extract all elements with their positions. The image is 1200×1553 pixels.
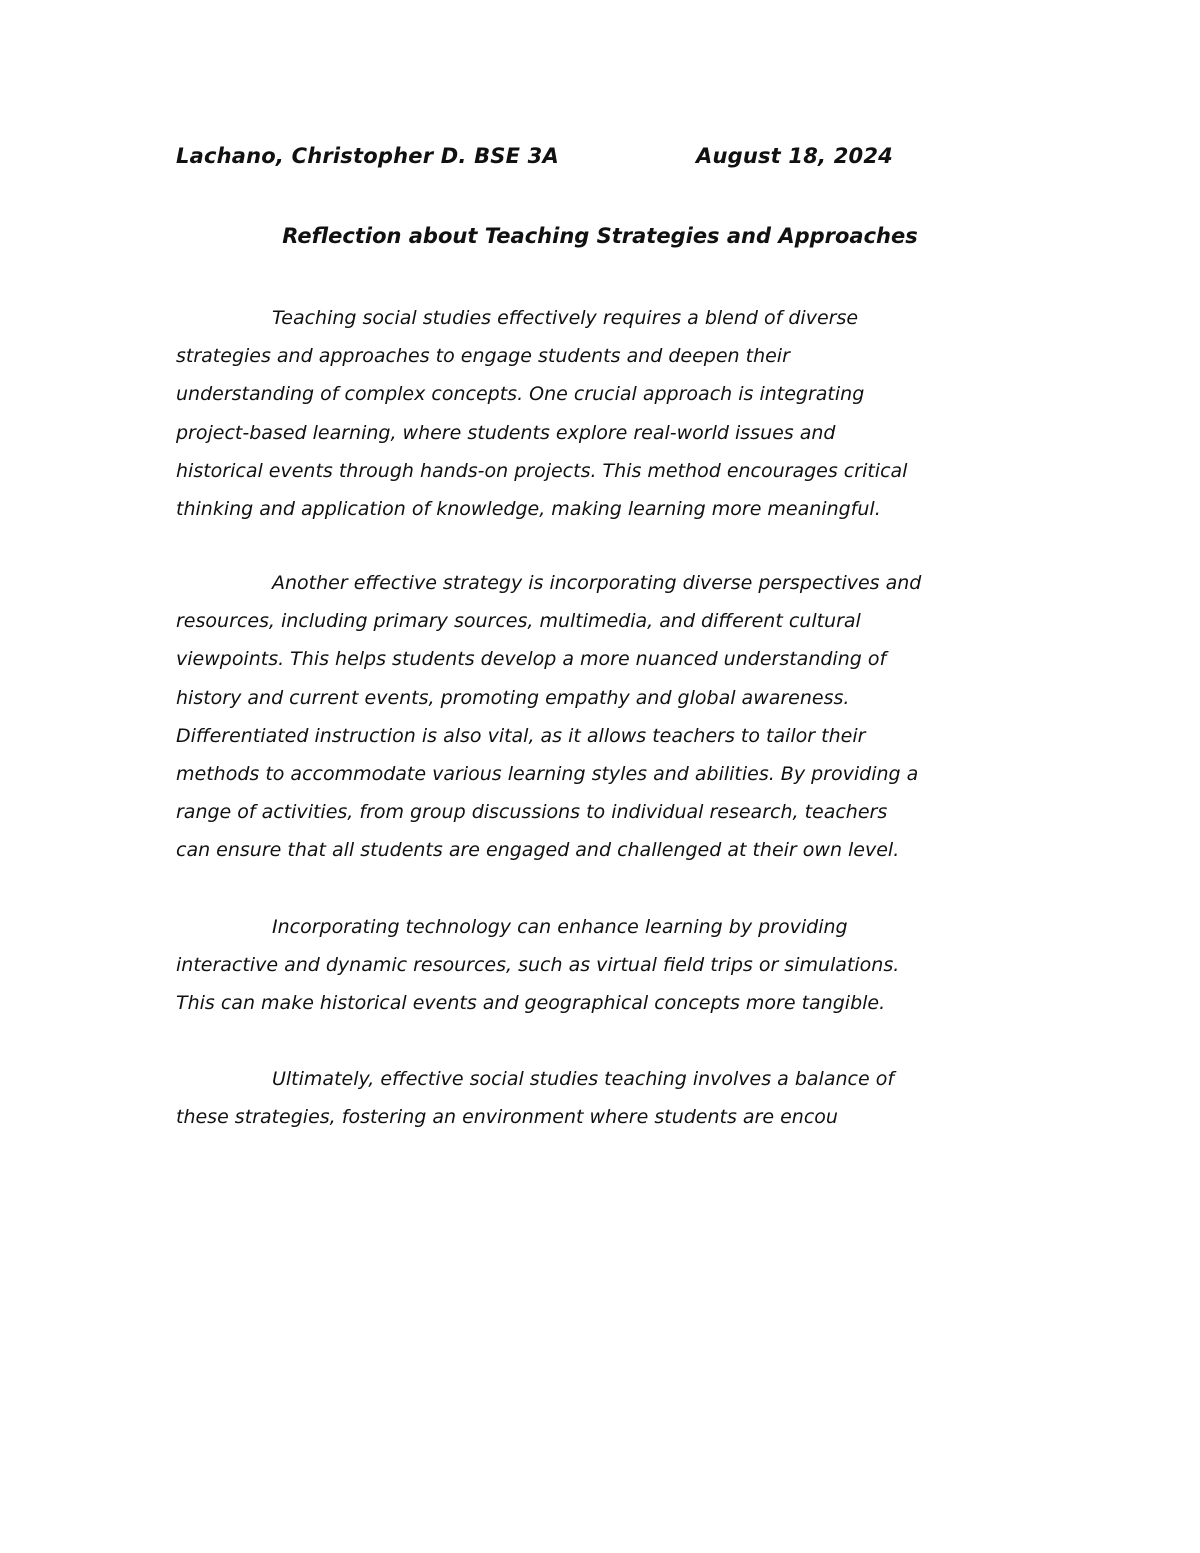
paragraph-line: project-based learning, where students explore real-world issues and [176,421,836,444]
paragraph-line: can ensure that all students are engaged and challenged at their own level. [176,839,900,862]
paragraph-line: interactive and dynamic resources, such as virtual field trips or simulations. [176,954,900,977]
paragraph-3 [176,908,1036,1023]
paragraph-line: methods to accommodate various learning styles and abilities. By providing a [176,762,919,785]
document-date: August 18, 2024 [696,144,893,168]
paragraph-line: historical events through hands-on projects. This method encourages critical [176,459,908,482]
paragraph-line: strategies and approaches to engage students and deepen their [176,345,790,368]
author-line: Lachano, Christopher D. BSE 3A [176,144,559,168]
paragraph-4 [176,1060,1036,1136]
paragraph-line: these strategies, fostering an environment where students are encou [176,1106,838,1129]
paragraph-line: thinking and application of knowledge, making learning more meaningful. [176,497,881,520]
document-title: Reflection about Teaching Strategies and Approaches [282,224,918,248]
paragraph-line: Teaching social studies effectively requires a blend of diverse [272,307,859,329]
paragraph-line: resources, including primary sources, multimedia, and different cultural [176,610,861,633]
paragraph-line: viewpoints. This helps students develop a more nuanced understanding of [176,648,887,671]
paragraph-line: This can make historical events and geographical concepts more tangible. [176,992,886,1015]
paragraph-1 [176,299,1036,528]
paragraph-2 [176,564,1036,870]
paragraph-line: understanding of complex concepts. One crucial approach is integrating [176,383,865,406]
paragraph-line: range of activities, from group discussions to individual research, teachers [176,801,888,824]
paragraph-line: Differentiated instruction is also vital, as it allows teachers to tailor their [176,724,866,747]
paragraph-line: Another effective strategy is incorporating diverse perspectives and [272,572,922,594]
document-header [176,144,916,178]
paragraph-line: Ultimately, effective social studies teaching involves a balance of [272,1068,895,1090]
paragraph-line: Incorporating technology can enhance learning by providing [272,916,848,938]
paragraph-line: history and current events, promoting empathy and global awareness. [176,686,850,709]
